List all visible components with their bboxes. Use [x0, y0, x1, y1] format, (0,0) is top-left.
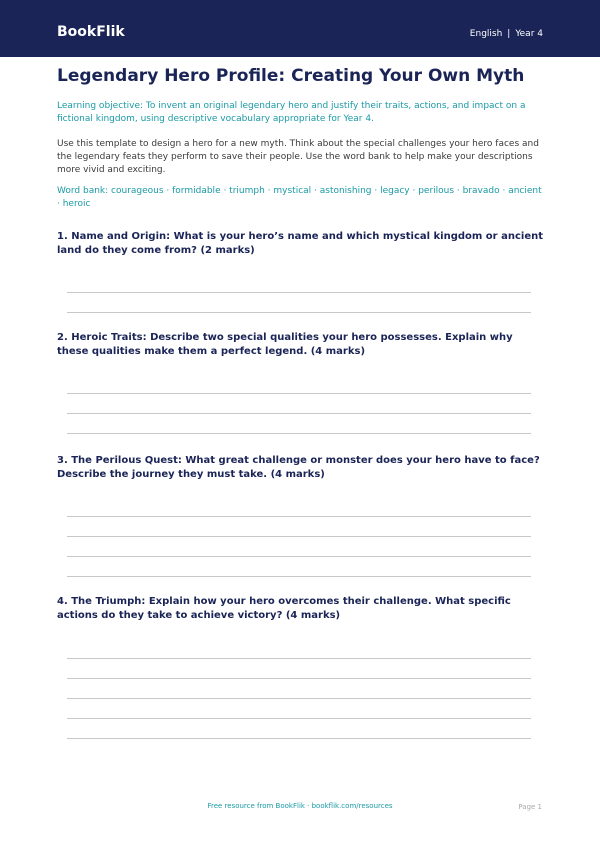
answer-line[interactable]: [67, 738, 531, 739]
question-1: 1. Name and Origin: What is your hero’s name and which mystical kingdom or ancient land do they come from? (2 marks): [57, 231, 543, 256]
answer-line[interactable]: [67, 576, 531, 577]
answer-line[interactable]: [67, 292, 531, 293]
answer-line[interactable]: [67, 718, 531, 719]
year-label: Year 4: [515, 29, 543, 39]
footer-link[interactable]: Free resource from BookFlik · bookflik.com/resources: [207, 802, 393, 810]
answer-line[interactable]: [67, 312, 531, 313]
answer-line[interactable]: [67, 658, 531, 659]
answer-line[interactable]: [67, 413, 531, 414]
learning-objective: Learning objective: To invent an original legendary hero and justify their traits, actions, and impact on a fictional kingdom, using descriptive vocabulary appropriate for Year 4.: [57, 101, 526, 124]
question-2: 2. Heroic Traits: Describe two special qualities your hero possesses. Explain why these qualities make them a perfect legend. (4 marks): [57, 332, 513, 357]
subject-year-label: [470, 29, 543, 39]
answer-line[interactable]: [67, 698, 531, 699]
word-bank: Word bank: courageous · formidable · triumph · mystical · astonishing · legacy · perilous · bravado · ancient · heroic: [57, 186, 542, 209]
page-number: Page 1: [518, 803, 542, 811]
answer-line[interactable]: [67, 433, 531, 434]
answer-line[interactable]: [67, 393, 531, 394]
answer-line[interactable]: [67, 516, 531, 517]
page-header: [0, 0, 600, 57]
page-title: Legendary Hero Profile: Creating Your Own Myth: [57, 66, 525, 86]
question-4: 4. The Triumph: Explain how your hero overcomes their challenge. What specific actions do they take to achieve victory? (4 marks): [57, 596, 511, 621]
header-separator: |: [507, 29, 511, 39]
brand-logo: BookFlik: [57, 24, 125, 40]
answer-line[interactable]: [67, 536, 531, 537]
intro-text: Use this template to design a hero for a new myth. Think about the special challenges your hero faces and the legendary feats they perform to save their people. Use the word bank to help make your descriptions more vivid and exciting.: [57, 139, 539, 175]
answer-line[interactable]: [67, 678, 531, 679]
subject-label: English: [469, 29, 503, 39]
answer-line[interactable]: [67, 556, 531, 557]
question-3: 3. The Perilous Quest: What great challenge or monster does your hero have to face? Describe the journey they must take. (4 marks): [57, 455, 540, 480]
